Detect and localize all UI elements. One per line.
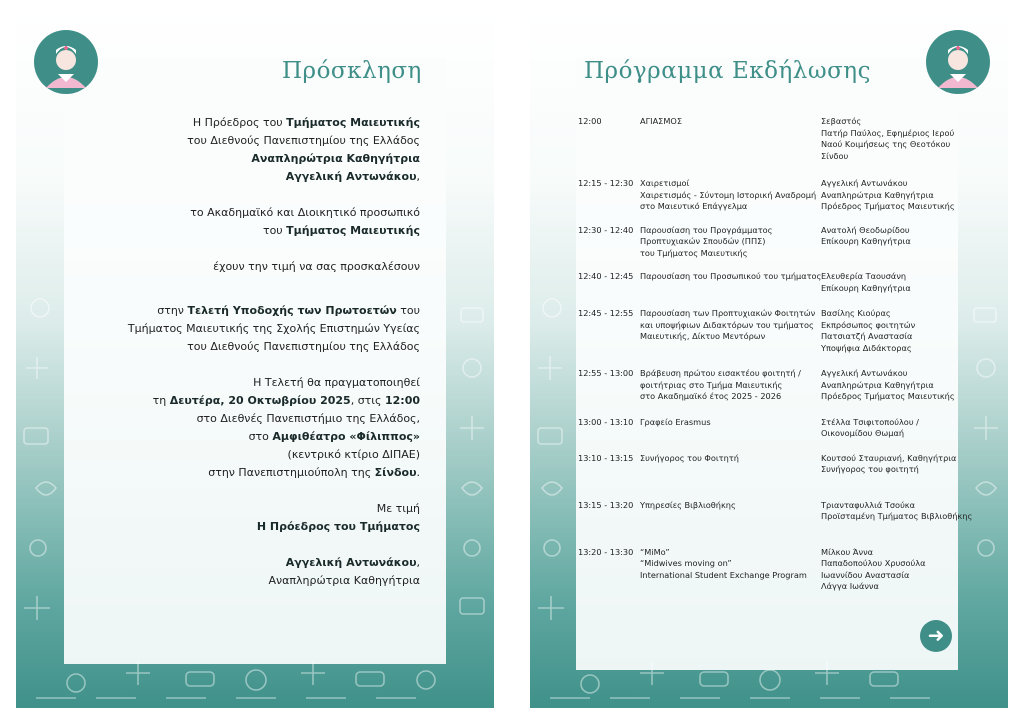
schedule-event-line: Χαιρετισμός - Σύντομη Ιστορική Αναδρομή [640,189,817,200]
schedule-event-line: Παρουσίαση του Προγράμματος [640,224,773,235]
schedule-speaker [821,547,960,593]
schedule-event-line: Προπτυχιακών Σπουδών (ΠΠΣ) [640,236,766,246]
schedule-time: 13:00 - 13:10 [578,416,634,427]
schedule-event-line: International Student Exchange Program [640,569,807,580]
invite-paragraph-3: έχουν την τιμή να σας προσκαλέσουν [213,260,420,273]
schedule-speaker [821,225,960,260]
schedule-speaker-line: Ανατολή Θεοδωρίδου [821,224,910,235]
schedule-event-line: ΑΓΙΑΣΜΟΣ [640,116,683,126]
schedule-speaker [821,116,960,162]
invitation-page [16,8,494,708]
nurse-avatar-icon [34,30,98,94]
schedule-event-line: “Midwives moving on” [640,558,732,568]
schedule-time: 13:20 - 13:30 [578,546,634,557]
schedule-speaker-line: Βασίλης Κιούρας [821,308,891,318]
invite-paragraph-2: το Ακαδημαϊκό και Διοικητικό προσωπικό του Τμήματος Μαιευτικής [190,206,420,237]
schedule-event-line: Συνήγορος του Φοιτητή [640,452,739,463]
schedule-row [578,116,960,162]
schedule-speaker-line: Εκπρόσωπος φοιτητών [821,319,916,330]
schedule-speaker-line: Αγγελική Αντωνάκου [821,368,908,378]
schedule-event-line: Παρουσίαση των Προπτυχιακών Φοιτητών [640,308,816,318]
schedule-time: 12:45 - 12:55 [578,308,634,318]
schedule-speaker-line: Επίκουρη Καθηγήτρια [821,282,911,293]
schedule-event-line: Παρουσίαση του Προσωπικού του τμήματος [640,271,822,281]
schedule-event-line: Βράβευση πρώτου εισακτέου φοιτητή / [640,368,801,378]
schedule-time: 12:15 - 12:30 [578,178,634,188]
schedule-speaker [821,178,960,213]
schedule-speaker [821,453,960,476]
schedule-speaker-line: Πρόεδρος Τμήματος Μαιευτικής [821,391,955,401]
schedule-time: 13:15 - 13:20 [578,499,634,510]
schedule-event [638,308,821,354]
schedule-row [578,453,960,476]
schedule-event [638,225,821,260]
page-title: Πρόσκληση [282,58,422,84]
schedule-time: 12:30 - 12:40 [578,224,634,235]
schedule-row [578,271,960,294]
schedule-event-line: και υποψήφιων Διδακτόρων του τμήματος [640,319,814,330]
schedule-speaker-line: Λάγγα Ιωάννα [821,581,879,591]
schedule-event [638,178,821,213]
schedule-time: 13:10 - 13:15 [578,452,634,463]
schedule-speaker-line: Κουτσού Σταυριανή, Καθηγήτρια [821,452,957,463]
schedule-speaker-line: Προϊσταμένη Τμήματος Βιβλιοθήκης [821,511,973,521]
schedule-time: 12:40 - 12:45 [578,271,634,281]
schedule-speaker-line: Σίνδου [821,150,849,161]
schedule-speaker-line: Αγγελική Αντωνάκου [821,178,908,188]
schedule-speaker [821,308,960,354]
schedule-row [578,225,960,260]
schedule-speaker-line: Αναπληρώτρια Καθηγήτρια [821,189,934,200]
invite-paragraph-4: στην Τελετή Υποδοχής των Πρωτοετών του Τμήματος Μαιευτικής της Σχολής Επιστημών Υγείας του Διεθνούς Πανεπιστημίου της Ελλάδος [127,304,420,353]
schedule-event-line: Υπηρεσίες Βιβλιοθήκης [640,499,736,510]
schedule-table [578,116,973,593]
schedule-speaker-line: Στέλλα Τσιφιτοπούλου / [821,416,919,427]
schedule-speaker-line: Αναπληρώτρια Καθηγήτρια [821,379,934,390]
schedule-event [638,417,821,440]
schedule-speaker-line: Πατήρ Παύλος, Εφημέριος Ιερού [821,127,955,138]
schedule-row [578,368,960,403]
schedule-speaker-line: Πατσιατζή Αναστασία [821,331,913,341]
schedule-speaker-line: Τριανταφυλλιά Τσούκα [821,499,916,510]
invite-signature: Αγγελική Αντωνάκου, Αναπληρώτρια Καθηγήτρια [268,556,420,587]
schedule-event [638,368,821,403]
schedule-speaker-line: Σεβαστός [821,116,862,126]
schedule-speaker-line: Συνήγορος του φοιτητή [821,464,919,474]
schedule-event [638,547,821,593]
schedule-event-line: Χαιρετισμοί [640,178,690,188]
schedule-row [578,417,960,440]
schedule-row [578,178,960,213]
schedule-speaker [821,500,972,523]
schedule-event-line: φοιτήτριας στο Τμήμα Μαιευτικής [640,379,783,390]
schedule-event [638,500,821,523]
invite-paragraph-1: Η Πρόεδρος του Τμήματος Μαιευτικής του Διεθνούς Πανεπιστημίου της Ελλάδος Αναπληρώτρια Καθηγήτρια Αγγελική Αντωνάκου, [187,116,420,183]
schedule-speaker-line: Ελευθερία Ταουσάνη [821,271,907,281]
schedule-event-line: Μαιευτικής, Δίκτυο Μεντόρων [640,331,766,341]
schedule-speaker-line: Ναού Κοιμήσεως της Θεοτόκου [821,139,951,149]
arrow-right-icon: ➜ [927,625,945,647]
invite-paragraph-6: Με τιμή Η Πρόεδρος του Τμήματος [256,502,420,533]
schedule-time: 12:55 - 13:00 [578,368,634,378]
schedule-speaker-line: Μίλκου Άννα [821,546,874,557]
next-page-button[interactable] [920,620,952,652]
nurse-avatar-icon [926,30,990,94]
schedule-event [638,271,821,294]
schedule-speaker-line: Υποψήφια Διδάκτορας [821,342,912,353]
invite-paragraph-5: Η Τελετή θα πραγματοποιηθεί τη Δευτέρα, 20 Οκτωβρίου 2025, στις 12:00 στο Διεθνές Πανεπιστήμιο της Ελλάδος, στο Αμφιθέατρο «Φίλιππος» (κεντρικό κτίριο ΔΙΠΑΕ) στην Πανεπιστημιούπολη της Σίνδου. [152,376,420,479]
schedule-event-line: του Τμήματος Μαιευτικής [640,247,748,258]
page-title: Πρόγραμμα Εκδήλωσης [584,58,871,84]
schedule-speaker-line: Επίκουρη Καθηγήτρια [821,236,911,246]
schedule-speaker [821,271,960,294]
schedule-speaker-line: Ιωαννίδου Αναστασία [821,569,910,580]
invitation-text [86,114,420,608]
schedule-row [578,308,960,354]
schedule-speaker-line: Πρόεδρος Τμήματος Μαιευτικής [821,201,955,211]
program-page [530,8,1008,708]
schedule-event [638,116,821,162]
schedule-event-line: “MiMo” [640,546,670,557]
schedule-event-line: Γραφείο Erasmus [640,416,711,427]
schedule-time: 12:00 [578,116,602,126]
schedule-row [578,547,960,593]
schedule-speaker-line: Οικονομίδου Θωμαή [821,428,905,438]
schedule-row [578,499,973,523]
schedule-event [638,453,821,476]
schedule-event-line: στο Ακαδημαϊκό έτος 2025 - 2026 [640,391,782,401]
schedule-event-line: στο Μαιευτικό Επάγγελμα [640,201,748,211]
schedule-speaker [821,368,960,403]
schedule-speaker [821,417,960,440]
schedule-speaker-line: Παπαδοπούλου Χρυσούλα [821,558,926,568]
